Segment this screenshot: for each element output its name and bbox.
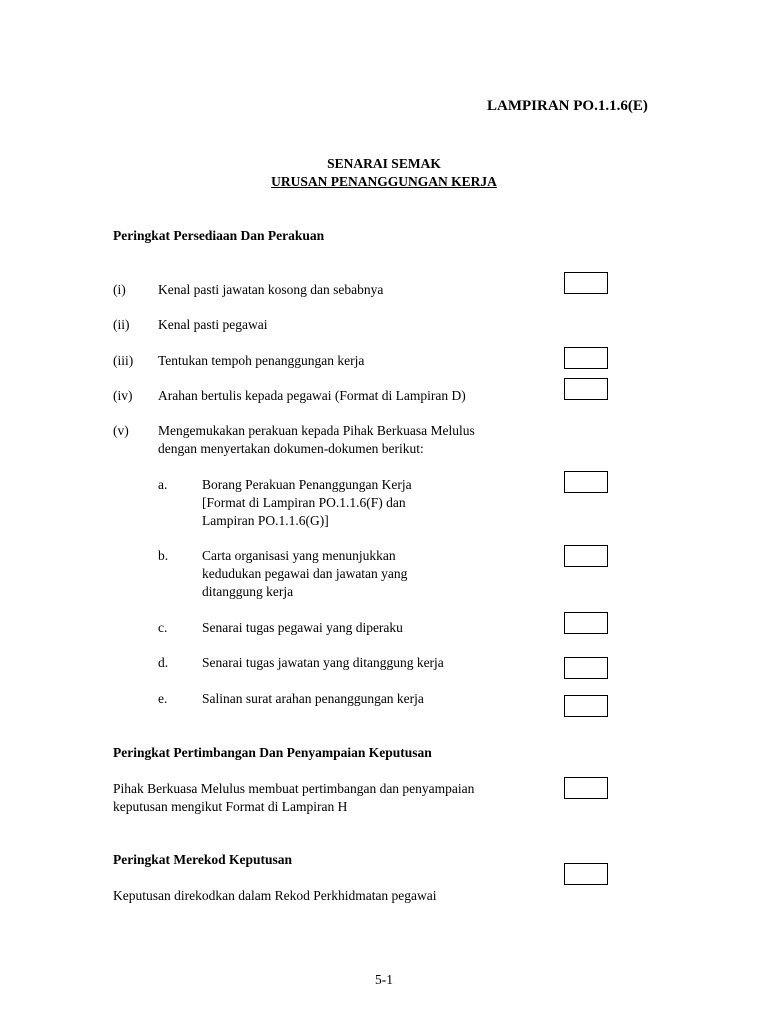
checkbox-section2[interactable] bbox=[564, 777, 608, 799]
checkbox-section3[interactable] bbox=[564, 863, 608, 885]
checkbox-subitem-d[interactable] bbox=[564, 657, 608, 679]
section1-heading: Peringkat Persediaan Dan Perakuan bbox=[113, 228, 325, 243]
subitem-c-line1: Senarai tugas pegawai yang diperaku bbox=[202, 620, 403, 635]
checkbox-subitem-b[interactable] bbox=[564, 545, 608, 567]
page-number: 5-1 bbox=[375, 972, 393, 987]
item-v-text-line1: Mengemukakan perakuan kepada Pihak Berkuasa Melulus bbox=[158, 423, 475, 438]
section2-heading: Peringkat Pertimbangan Dan Penyampaian Keputusan bbox=[113, 745, 432, 760]
subitem-d-line1: Senarai tugas jawatan yang ditanggung kerja bbox=[202, 655, 444, 670]
subitem-a-line3: Lampiran PO.1.1.6(G)] bbox=[202, 513, 329, 528]
checkbox-subitem-c[interactable] bbox=[564, 612, 608, 634]
section3-line1: Keputusan direkodkan dalam Rekod Perkhidmatan pegawai bbox=[113, 888, 437, 903]
item-iv-text: Arahan bertulis kepada pegawai (Format di Lampiran D) bbox=[158, 388, 466, 403]
subitem-b-line1: Carta organisasi yang menunjukkan bbox=[202, 548, 396, 563]
subitem-e-line1: Salinan surat arahan penanggungan kerja bbox=[202, 691, 424, 706]
item-ii-number: (ii) bbox=[113, 317, 130, 332]
lampiran-label: LAMPIRAN PO.1.1.6(E) bbox=[487, 98, 648, 114]
title-line-1: SENARAI SEMAK bbox=[327, 156, 441, 171]
item-v-number: (v) bbox=[113, 423, 129, 438]
subitem-e-letter: e. bbox=[158, 691, 168, 706]
checkbox-item-i[interactable] bbox=[564, 272, 608, 294]
subitem-b-line2: kedudukan pegawai dan jawatan yang bbox=[202, 566, 408, 581]
subitem-b-line3: ditanggung kerja bbox=[202, 584, 294, 599]
subitem-c-letter: c. bbox=[158, 620, 168, 635]
title-line-2-text: URUSAN PENANGGUNGAN KERJA bbox=[271, 174, 497, 189]
item-iii-number: (iii) bbox=[113, 353, 134, 368]
item-v-text-line2: dengan menyertakan dokumen-dokumen berikut: bbox=[158, 441, 424, 456]
title-line-2 bbox=[0, 173, 768, 191]
section3-heading: Peringkat Merekod Keputusan bbox=[113, 852, 293, 867]
checkbox-subitem-e[interactable] bbox=[564, 695, 608, 717]
subitem-a-line2: [Format di Lampiran PO.1.1.6(F) dan bbox=[202, 495, 406, 510]
item-iii-text: Tentukan tempoh penanggungan kerja bbox=[158, 353, 365, 368]
section2-line1: Pihak Berkuasa Melulus membuat pertimbangan dan penyampaian bbox=[113, 781, 475, 796]
subitem-b-letter: b. bbox=[158, 548, 169, 563]
subitem-d-letter: d. bbox=[158, 655, 169, 670]
item-ii-text: Kenal pasti pegawai bbox=[158, 317, 268, 332]
subitem-a-line1: Borang Perakuan Penanggungan Kerja bbox=[202, 477, 412, 492]
item-i-text: Kenal pasti jawatan kosong dan sebabnya bbox=[158, 282, 384, 297]
section2-line2: keputusan mengikut Format di Lampiran H bbox=[113, 799, 348, 814]
subitem-a-letter: a. bbox=[158, 477, 168, 492]
checkbox-subitem-a[interactable] bbox=[564, 471, 608, 493]
checkbox-item-iv[interactable] bbox=[564, 378, 608, 400]
checkbox-item-iii[interactable] bbox=[564, 347, 608, 369]
item-i-number: (i) bbox=[113, 282, 126, 297]
item-iv-number: (iv) bbox=[113, 388, 133, 403]
